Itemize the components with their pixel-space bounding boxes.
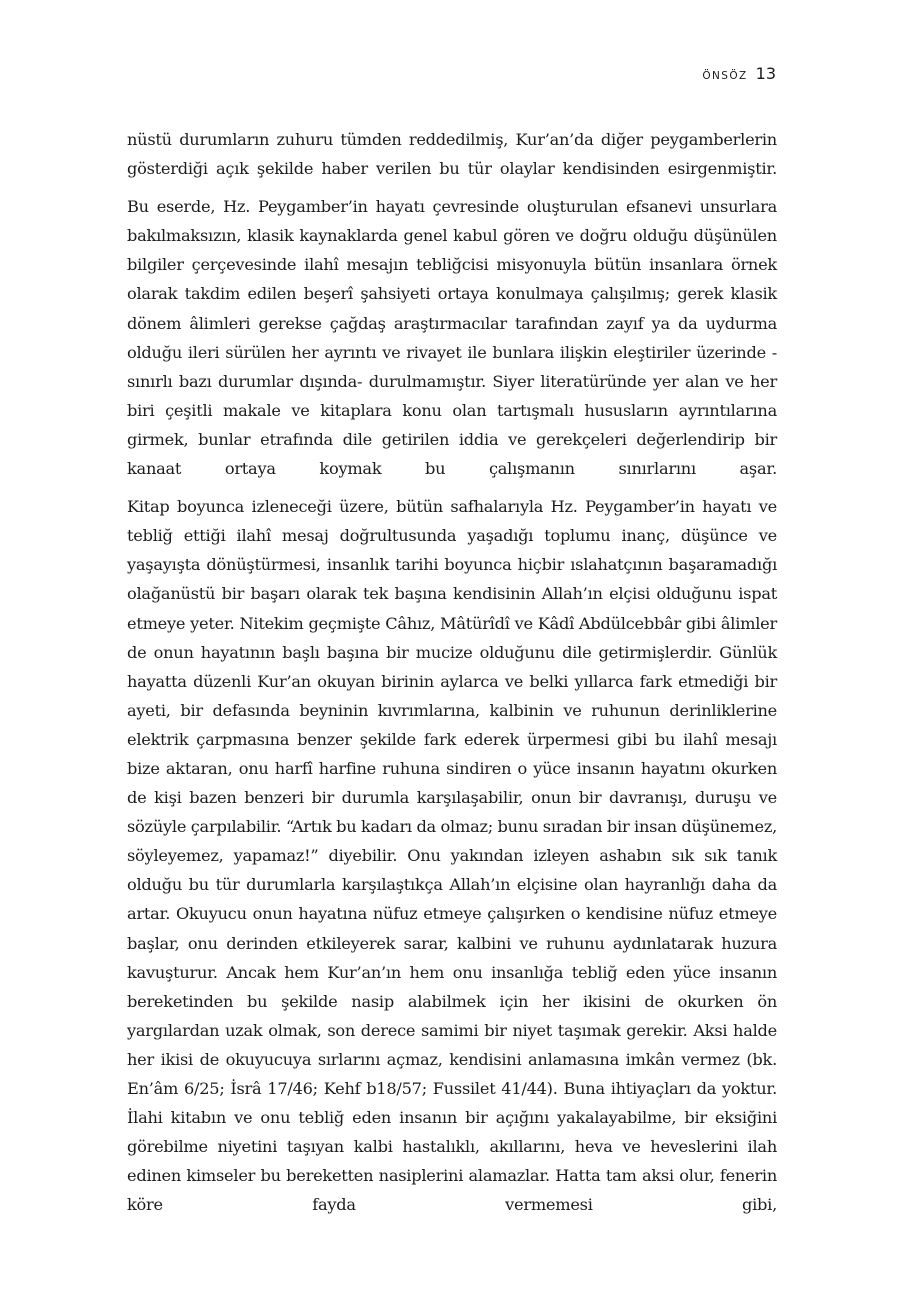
body-text — [127, 125, 777, 1228]
paragraph-3: Kitap boyunca izleneceği üzere, bütün safhalarıyla Hz. Peygamber’in hayatı ve tebliğ ettiği ilahî mesaj doğrultusunda yaşadığı toplumu inanç, düşünce ve yaşayışta dönüştürmesi, insanlık tarihi boyunca hiçbir ıslahatçının başaramadığı olağanüstü bir başarı olarak tek başına kendisinin Allah’ın elçisi olduğunu ispat etmeye yeter. Nitekim geçmişte Câhız, Mâtürîdî ve Kâdî Abdülcebbâr gibi âlimler de onun hayatının başlı başına bir mucize olduğunu dile getirmişlerdir. Günlük hayatta düzenli Kur’an okuyan birinin aylarca ve belki yıllarca fark etmediği bir ayeti, bir defasında beyninin kıvrımlarına, kalbinin ve ruhunun derinliklerine elektrik çarpmasına benzer şekilde fark ederek ürpermesi gibi bu ilahî mesajı bize aktaran, onu harfî harfine ruhuna sindiren o yüce insanın hayatını okurken de kişi bazen benzeri bir durumla karşılaşabilir, onun bir davranışı, duruşu ve sözüyle çarpılabilir. “Artık bu kadarı da olmaz; bunu sıradan bir insan düşünemez, söyleyemez, yapamaz!” diyebilir. Onu yakından izleyen ashabın sık sık tanık olduğu bu tür durumlarla karşılaştıkça Allah’ın elçisine olan hayranlığı daha da artar. Okuyucu onun hayatına nüfuz etmeye çalışırken o kendisine nüfuz etmeye başlar, onu derinden etkileyerek sarar, kalbini ve ruhunu aydınlatarak huzura kavuşturur. Ancak hem Kur’an’ın hem onu insanlığa tebliğ eden yüce insanın bereketinden bu şekilde nasip alabilmek için her ikisini de okurken ön yargılardan uzak olmak, son derece samimi bir niyet taşımak gerekir. Aksi halde her ikisi de okuyucuya sırlarını açmaz, kendisini anlamasına imkân vermez (bk. En’âm 6/25; İsrâ 17/46; Kehf b18/57; Fussilet 41/44). Buna ihtiyaçları da yoktur. İlahi kitabın ve onu tebliğ eden insanın bir açığını yakalayabilme, bir eksiğini görebilme niyetini taşıyan kalbi hastalıklı, akıllarını, heva ve heveslerini ilah edinen kimseler bu bereketten nasiplerini alamazlar. Hatta tam aksi olur, fenerin köre fayda vermemesi gibi, — [127, 497, 777, 1215]
running-title: ÖNSÖZ — [702, 70, 748, 82]
paragraph-1: nüstü durumların zuhuru tümden reddedilmiş, Kur’an’da diğer peygamberlerin gösterdiği açık şekilde haber verilen bu tür olaylar kendisinden esirgenmiştir. — [127, 130, 777, 179]
running-header — [702, 64, 776, 83]
page-number: 13 — [755, 64, 776, 83]
paragraph-2: Bu eserde, Hz. Peygamber’in hayatı çevresinde oluşturulan efsanevi unsurlara bakılmaksızın, klasik kaynaklarda genel kabul gören ve doğru olduğu düşünülen bilgiler çerçevesinde ilahî mesajın tebliğcisi misyonuyla bütün insanlara örnek olarak takdim edilen beşerî şahsiyeti ortaya konulmaya çalışılmış; gerek klasik dönem âlimleri gerekse çağdaş araştırmacılar tarafından zayıf ya da uydurma olduğu ileri sürülen her ayrıntı ve rivayet ile bunlara ilişkin eleştiriler üzerinde -sınırlı bazı durumlar dışında- durulmamıştır. Siyer literatüründe yer alan ve her biri çeşitli makale ve kitaplara konu olan tartışmalı hususların ayrıntılarına girmek, bunlar etrafında dile getirilen iddia ve gerekçeleri değerlendirip bir kanaat ortaya koymak bu çalışmanın sınırlarını aşar. — [127, 197, 777, 479]
